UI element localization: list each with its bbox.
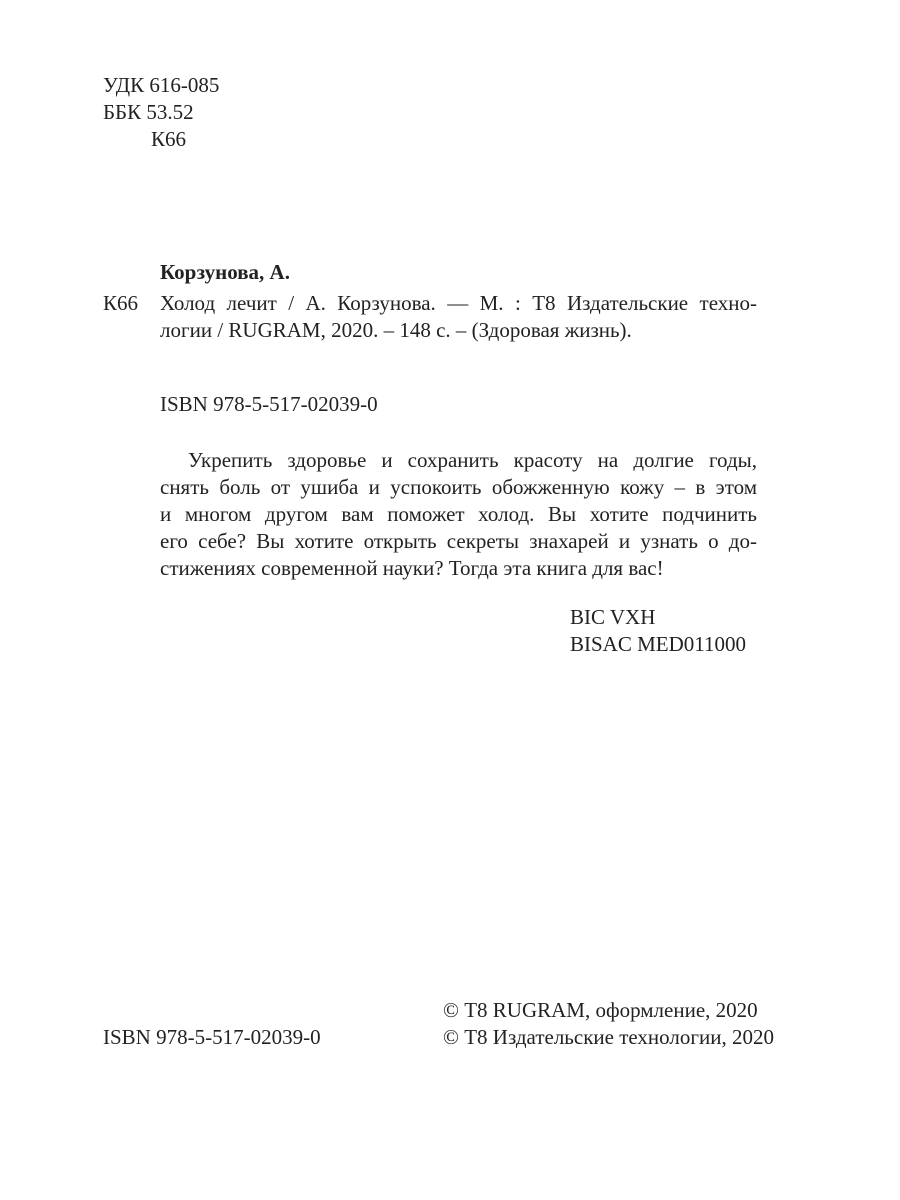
annotation-line: снять боль от ушиба и успокоить обожженную кожу – в этом — [160, 475, 757, 499]
udk-code: УДК 616-085 — [103, 73, 220, 97]
annotation-line: и многом другом вам поможет холод. Вы хотите подчинить — [160, 502, 757, 526]
bibliographic-description — [160, 290, 757, 344]
margin-author-code: К66 — [103, 291, 139, 315]
isbn-entry: ISBN 978-5-517-02039-0 — [160, 392, 378, 416]
annotation-line: его себе? Вы хотите открыть секреты знахарей и узнать о до- — [160, 529, 757, 553]
annotation-paragraph — [160, 447, 757, 582]
author-sign-code: К66 — [151, 127, 187, 151]
description-line: Холод лечит / А. Корзунова. — М. : Т8 Издательские техно- — [160, 291, 757, 315]
copyright-design: © Т8 RUGRAM, оформление, 2020 — [443, 998, 758, 1022]
annotation-line: Укрепить здоровье и сохранить красоту на долгие годы, — [188, 448, 757, 472]
bisac-code: BISAC MED011000 — [570, 632, 746, 656]
bic-code: BIC VXH — [570, 605, 656, 629]
copyright-publisher: © Т8 Издательские технологии, 2020 — [443, 1025, 774, 1049]
annotation-line: стижениях современной науки? Тогда эта книга для вас! — [160, 556, 664, 580]
description-line: логии / RUGRAM, 2020. – 148 с. – (Здоровая жизнь). — [160, 318, 632, 342]
author-name: Корзунова, А. — [160, 260, 290, 284]
bbk-code: ББК 53.52 — [103, 100, 194, 124]
footer-isbn: ISBN 978-5-517-02039-0 — [103, 1025, 321, 1049]
